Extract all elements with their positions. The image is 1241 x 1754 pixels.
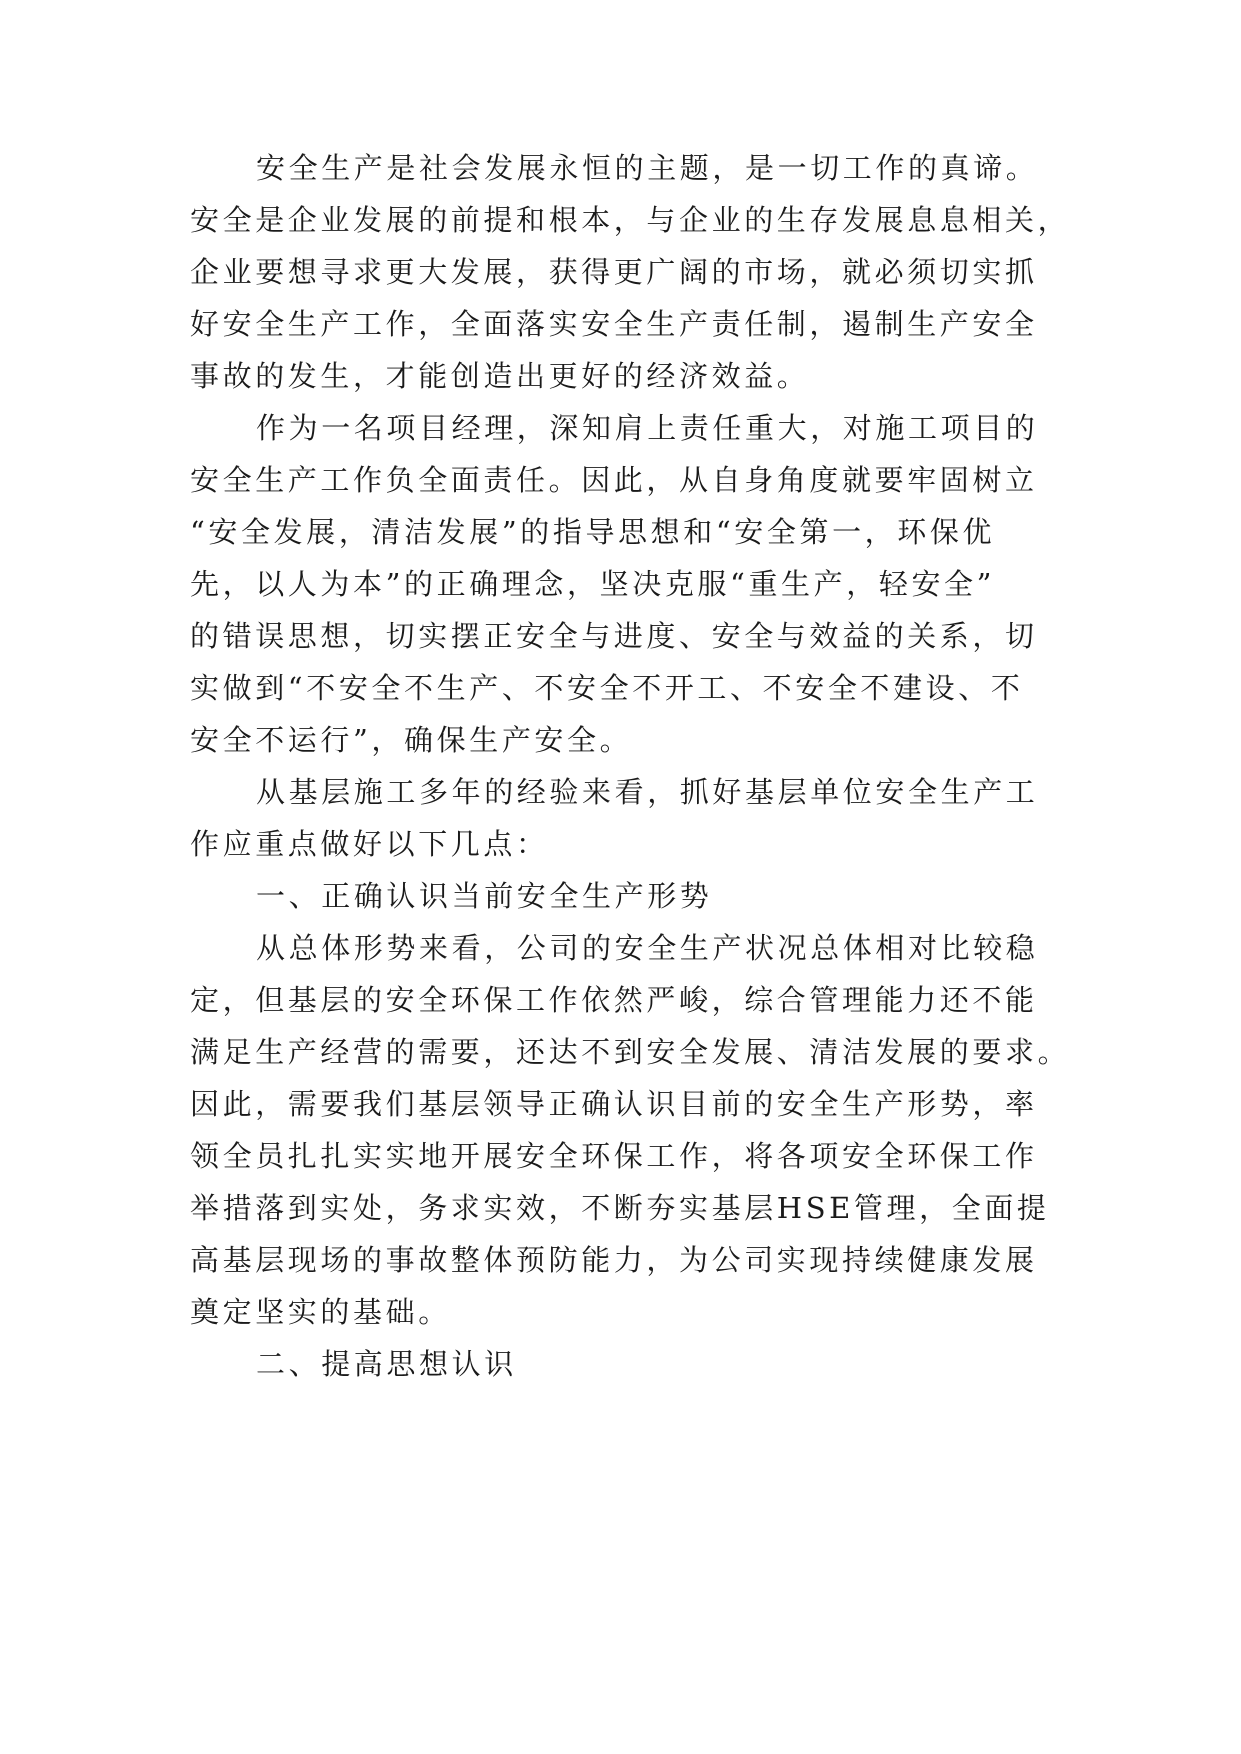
paragraph-3-line-2: 作应重点做好以下几点： [190,827,549,861]
paragraph-3-line-1: 从基层施工多年的经验来看，抓好基层单位安全生产工 [256,775,1039,809]
paragraph-4-line-6: 举措落到实处，务求实效，不断夯实基层HSE管理，全面提 [190,1191,1050,1225]
section-heading-1: 一、正确认识当前安全生产形势 [256,879,713,913]
paragraph-2-line-6: 实做到“不安全不生产、不安全不开工、不安全不建设、不 [190,671,1024,705]
paragraph-1-line-1: 安全生产是社会发展永恒的主题，是一切工作的真谛。 [256,151,1039,185]
paragraph-4-line-4: 因此，需要我们基层领导正确认识目前的安全生产形势，率 [190,1087,1038,1121]
paragraph-1-line-2: 安全是企业发展的前提和根本，与企业的生存发展息息相关， [190,203,1071,237]
paragraph-2-line-2: 安全生产工作负全面责任。因此，从自身角度就要牢固树立 [190,463,1038,497]
paragraph-2-line-4: 先，以人为本”的正确理念，坚决克服“重生产，轻安全” [190,567,996,601]
paragraph-4-line-7: 高基层现场的事故整体预防能力，为公司实现持续健康发展 [190,1243,1038,1277]
paragraph-1-line-4: 好安全生产工作，全面落实安全生产责任制，遏制生产安全 [190,307,1038,341]
paragraph-4-line-3: 满足生产经营的需要，还达不到安全发展、清洁发展的要求。 [190,1035,1071,1069]
paragraph-4-line-8: 奠定坚实的基础。 [190,1295,451,1329]
paragraph-1-line-5: 事故的发生，才能创造出更好的经济效益。 [190,359,810,393]
paragraph-4-line-1: 从总体形势来看，公司的安全生产状况总体相对比较稳 [256,931,1039,965]
paragraph-2-line-3: “安全发展，清洁发展”的指导思想和“安全第一，环保优 [190,515,996,549]
section-heading-2: 二、提高思想认识 [256,1347,517,1381]
paragraph-4-line-2: 定，但基层的安全环保工作依然严峻，综合管理能力还不能 [190,983,1038,1017]
paragraph-2-line-5: 的错误思想，切实摆正安全与进度、安全与效益的关系，切 [190,619,1038,653]
paragraph-4-line-5: 领全员扎扎实实地开展安全环保工作，将各项安全环保工作 [190,1139,1038,1173]
paragraph-2-line-7: 安全不运行”，确保生产安全。 [190,723,633,757]
paragraph-1-line-3: 企业要想寻求更大发展，获得更广阔的市场，就必须切实抓 [190,255,1038,289]
paragraph-2-line-1: 作为一名项目经理，深知肩上责任重大，对施工项目的 [256,411,1039,445]
